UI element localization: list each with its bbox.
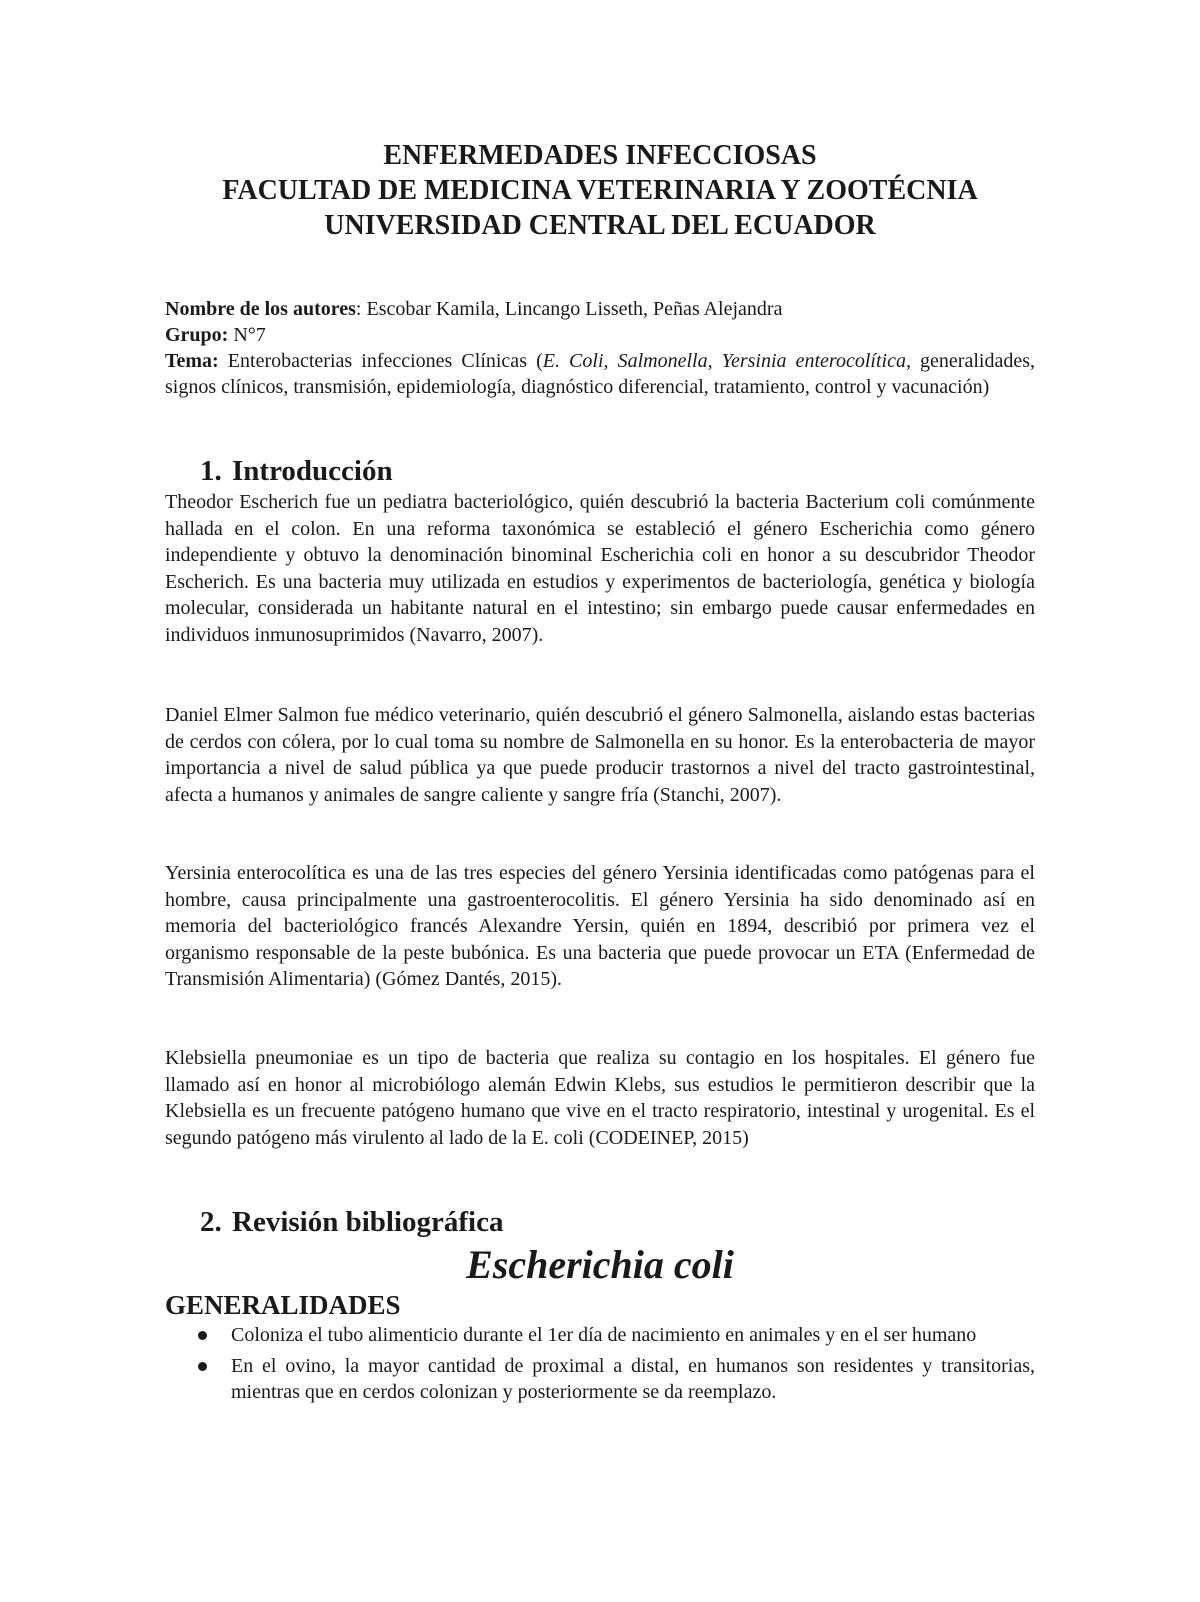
- group-value: N°7: [228, 324, 266, 346]
- species-title: Escherichia coli: [466, 1242, 734, 1287]
- subheading-generalidades: GENERALIDADES: [165, 1290, 401, 1320]
- intro-paragraph-yersinia: Yersinia enterocolítica es una de las tres especies del género Yersinia identificadas como patógenas para el hombre, causa principalmente una gastroenterocolitis. El género Yersinia ha sido denominado así en memoria del bacteriológico francés Alexandre Yersin, quién en 1894, describió por primera vez el organismo responsable de la peste bubónica. Es una bacteria que puede provocar un ETA (Enfermedad de Transmisión Alimentaria) (Gómez Dantés, 2015).: [165, 862, 1035, 991]
- header-course: ENFERMEDADES INFECCIOSAS: [383, 140, 817, 171]
- section-number: 2.: [200, 1206, 222, 1238]
- topic-italic: E. Coli, Salmonella, Yersinia enterocolítica: [542, 350, 906, 372]
- header-university: UNIVERSIDAD CENTRAL DEL ECUADOR: [324, 210, 876, 241]
- bullet-icon: [198, 1362, 207, 1371]
- list-item-text: Coloniza el tubo alimenticio durante el 1er día de nacimiento en animales y en el ser humano: [231, 1324, 977, 1346]
- list-item-text: En el ovino, la mayor cantidad de proximal a distal, en humanos son residentes y transitorias, mientras que en cerdos colonizan y posteriormente se da reemplazo.: [231, 1354, 1035, 1404]
- intro-paragraph-klebsiella: Klebsiella pneumoniae es un tipo de bacteria que realiza su contagio en los hospitales. El género fue llamado así en honor al microbiólogo alemán Edwin Klebs, sus estudios le permitieron describir que la Klebsiella es un frecuente patógeno humano que vive en el tracto respiratorio, intestinal y urogenital. Es el segundo patógeno más virulento al lado de la E. coli (CODEINEP, 2015): [165, 1047, 1035, 1149]
- topic-line: [165, 348, 1035, 400]
- document-metadata: [165, 296, 1035, 400]
- section-heading-review: [200, 1205, 503, 1239]
- generalidades-list: [165, 1322, 1035, 1410]
- group-line: [165, 322, 1035, 348]
- section-number: 1.: [200, 455, 222, 487]
- topic-label: Tema:: [165, 350, 219, 372]
- intro-paragraph-salmonella: Daniel Elmer Salmon fue médico veterinario, quién descubrió el género Salmonella, aislando estas bacterias de cerdos con cólera, por lo cual toma su nombre de Salmonella en su honor. Es la enterobacteria de mayor importancia a nivel de salud pública ya que puede producir trastornos a nivel del tracto gastrointestinal, afecta a humanos y animales de sangre caliente y sangre fría (Stanchi, 2007).: [165, 704, 1035, 806]
- intro-paragraph-escherichia: Theodor Escherich fue un pediatra bacteriológico, quién descubrió la bacteria Bacterium coli comúnmente hallada en el colon. En una reforma taxonómica se estableció el género Escherichia como género independiente y obtuvo la denominación binominal Escherichia coli en honor a su descubridor Theodor Escherich. Es una bacteria muy utilizada en estudios y experimentos de bacteriología, genética y biología molecular, considerada un habitante natural en el intestino; sin embargo puede causar enfermedades en individuos inmunosuprimidos (Navarro, 2007).: [165, 491, 1035, 646]
- document-header: [0, 138, 1200, 243]
- topic-pre: Enterobacterias infecciones Clínicas (: [218, 350, 543, 372]
- section-title: Introducción: [232, 455, 393, 487]
- section-heading-introduction: [200, 454, 393, 488]
- list-item: [165, 1322, 1035, 1349]
- authors-value: : Escobar Kamila, Lincango Lisseth, Peñas Alejandra: [355, 298, 783, 320]
- bullet-icon: [198, 1331, 207, 1340]
- section-title: Revisión bibliográfica: [232, 1206, 504, 1238]
- header-faculty: FACULTAD DE MEDICINA VETERINARIA Y ZOOTÉCNIA: [222, 175, 978, 206]
- list-item: [165, 1353, 1035, 1406]
- authors-label: Nombre de los autores: [165, 298, 356, 320]
- topic-post: , generalidades, signos clínicos, transmisión, epidemiología, diagnóstico diferencial, tratamiento, control y vacunación): [165, 350, 1035, 398]
- group-label: Grupo:: [165, 324, 229, 346]
- authors-line: [165, 296, 1035, 322]
